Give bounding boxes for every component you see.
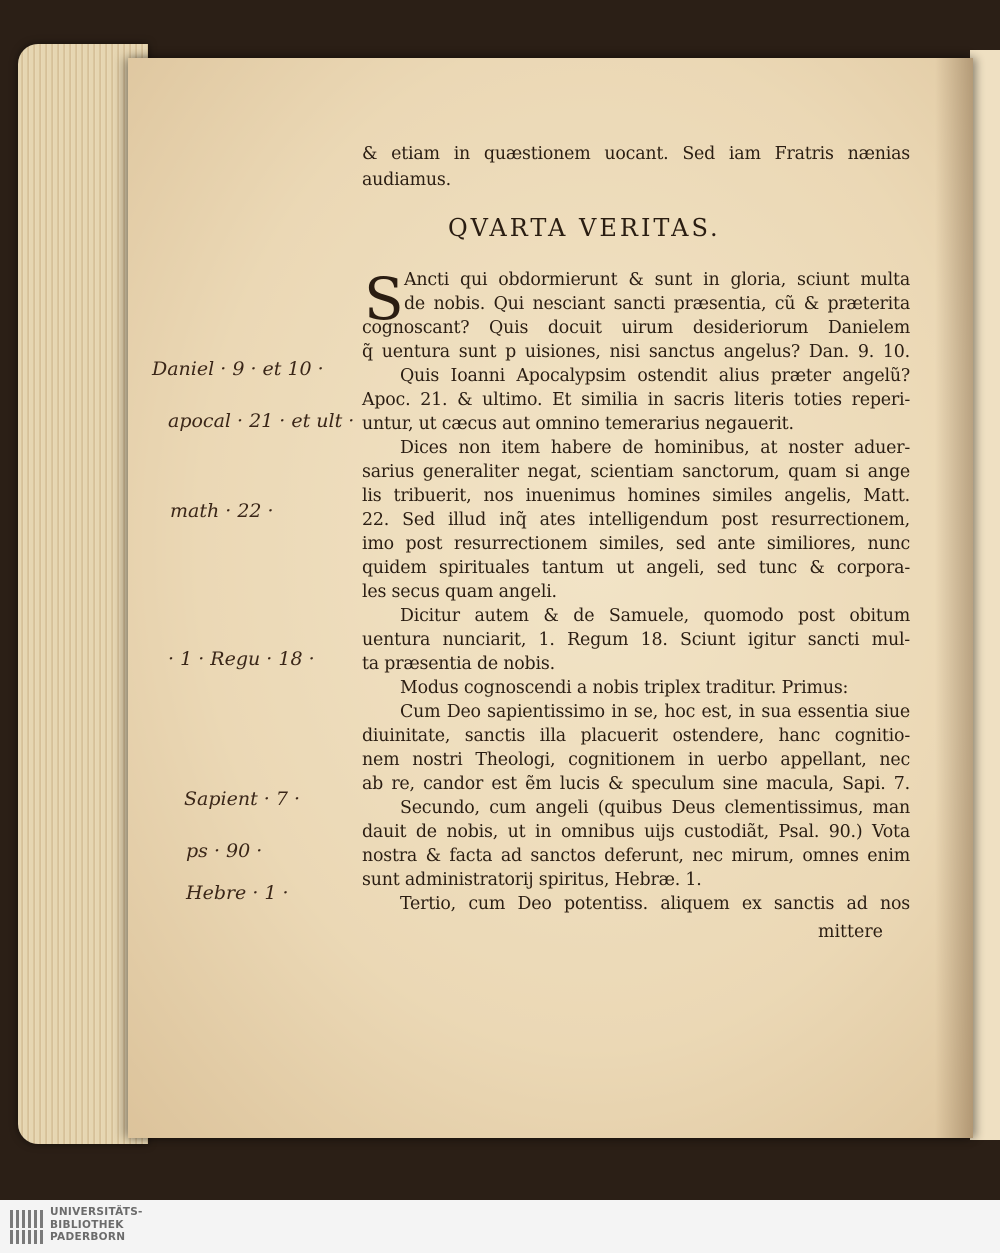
text-line: Ancti qui obdormierunt & sunt in gloria, sciunt multa [404,270,910,290]
text-line: nostra & facta ad sanctos deferunt, nec mirum, omnes enim [362,846,910,866]
text-line: Cum Deo sapientissimo in se, hoc est, in sua essentia siue [400,702,910,722]
text-line: cognoscant? Quis docuit uirum desideriorum Danielem [362,318,910,338]
marginal-note: ps · 90 · [186,840,263,862]
text-line: imo post resurrectionem similes, sed ante similiores, nunc [362,534,910,554]
text-line: Secundo, cum angeli (quibus Deus clementissimus, man [400,798,910,818]
text-line: Dicitur autem & de Samuele, quomodo post obitum [400,606,910,626]
drop-cap: S [364,265,404,333]
text-line: ta præsentia de nobis. [362,654,555,674]
text-line: quidem spirituales tantum ut angeli, sed tunc & corpora- [362,558,910,578]
text-line: q̃ uentura sunt p uisiones, nisi sanctus angelus? Dan. 9. 10. [362,342,910,362]
text-line: Dices non item habere de hominibus, at noster aduer- [400,438,910,458]
marginal-note: math · 22 · [170,500,274,522]
text-line: 22. Sed illud inq̃ ates intelligendum post resurrectionem, [362,510,910,530]
footer-bar [0,1200,1000,1253]
text-line: dauit de nobis, ut in omnibus uijs custodiãt, Psal. 90.) Vota [362,822,910,842]
library-name-line: UNIVERSITÄTS- [50,1206,143,1218]
text-line: nem nostri Theologi, cognitionem in uerbo appellant, nec [362,750,910,770]
marginal-note: · 1 · Regu · 18 · [168,648,315,670]
library-name-line: BIBLIOTHEK [50,1218,124,1231]
marginal-note: apocal · 21 · et ult · [168,410,355,432]
library-logo-icon [8,1204,44,1248]
text-line: diuinitate, sanctis illa placuerit ostendere, hanc cognitio- [362,726,910,746]
text-line: sarius generaliter negat, scientiam sanctorum, quam si ange [362,462,910,482]
text-line: Modus cognoscendi a nobis triplex traditur. Primus: [400,678,849,698]
page-gutter-shadow [935,58,973,1138]
text-line: sunt administratorij spiritus, Hebræ. 1. [362,870,702,890]
text-line: Quis Ioanni Apocalypsim ostendit alius præter angelũ? [400,366,910,386]
text-line: & etiam in quæstionem uocant. Sed iam Fratris nænias [362,144,910,164]
text-line: de nobis. Qui nesciant sancti præsentia, cũ & præterita [404,294,910,314]
marginal-note: Hebre · 1 · [186,882,289,904]
text-line: untur, ut cæcus aut omnino temerarius negauerit. [362,414,794,434]
marginal-note: Sapient · 7 · [184,788,300,810]
text-line: Tertio, cum Deo potentiss. aliquem ex sanctis ad nos [400,894,910,914]
text-line: lis tribuerit, nos inuenimus homines similes angelis, Matt. [362,486,910,506]
text-line: Apoc. 21. & ultimo. Et similia in sacris literis toties reperi- [362,390,910,410]
text-line: ab re, candor est ẽm lucis & speculum sine macula, Sapi. 7. [362,774,910,794]
catchword: mittere [818,922,883,942]
text-line: audiamus. [362,170,451,190]
text-line: uentura nunciarit, 1. Regum 18. Sciunt igitur sancti mul- [362,630,910,650]
facing-page-edge [970,50,1000,1140]
section-heading: QVARTA VERITAS. [448,214,721,242]
library-name [50,1206,143,1244]
library-name-line: PADERBORN [50,1231,126,1243]
marginal-note: Daniel · 9 · et 10 · [152,358,324,380]
text-line: les secus quam angeli. [362,582,557,602]
